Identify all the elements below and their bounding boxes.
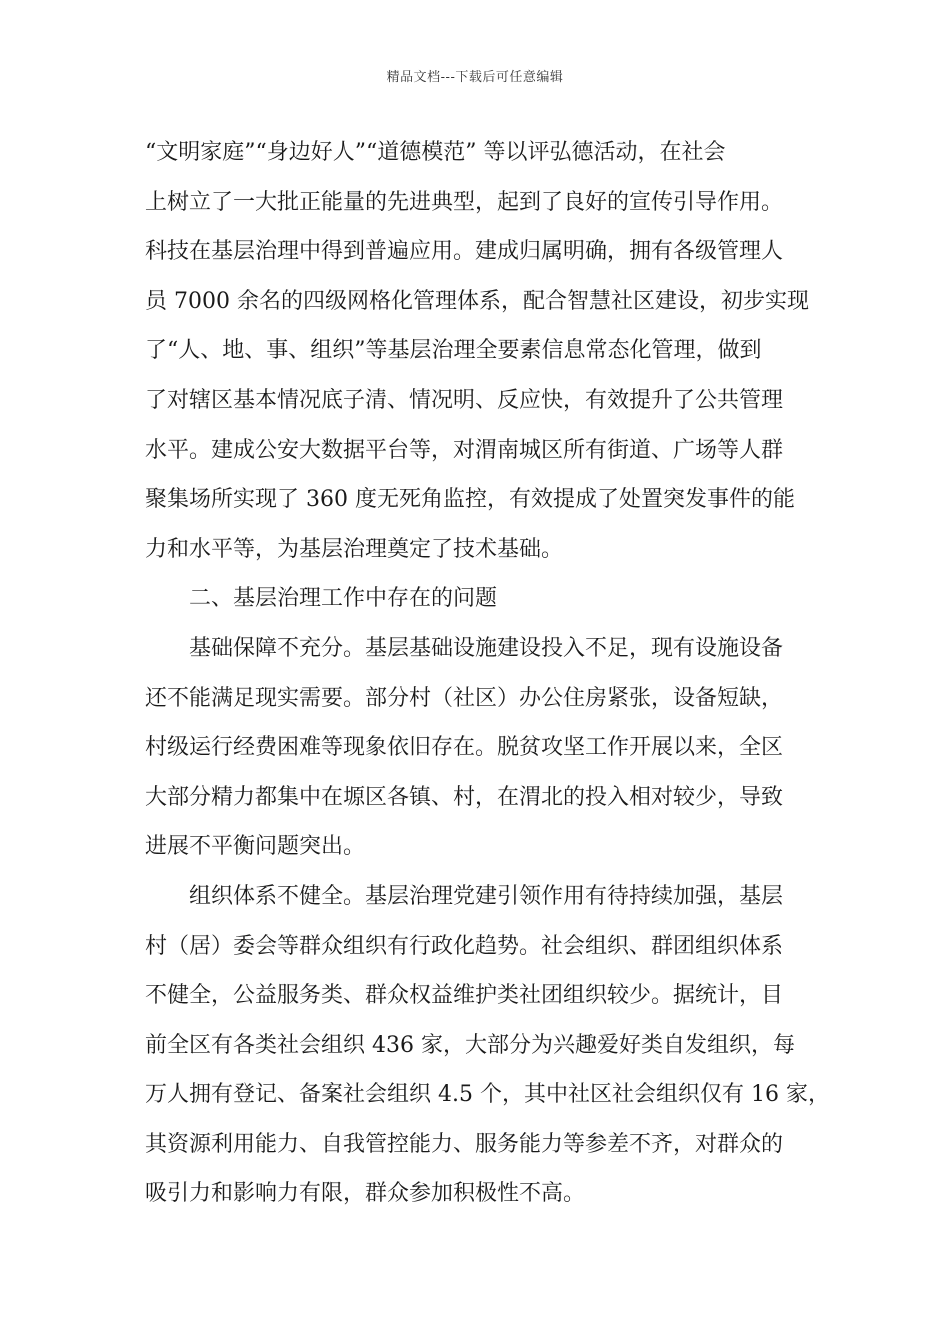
text-line: 前全区有各类社会组织 436 家，大部分为兴趣爱好类自发组织，每 — [145, 1032, 795, 1058]
text-line: 村级运行经费困难等现象依旧存在。脱贫攻坚工作开展以来，全区 — [145, 735, 784, 761]
document-body — [145, 128, 830, 1219]
text-line: 组织体系不健全。基层治理党建引领作用有待持续加强，基层 — [189, 883, 784, 909]
text-line: 大部分精力都集中在塬区各镇、村，在渭北的投入相对较少，导致 — [145, 784, 784, 810]
text-line: 聚集场所实现了 360 度无死角监控，有效提成了处置突发事件的能 — [145, 487, 795, 513]
text-line: 科技在基层治理中得到普遍应用。建成归属明确，拥有各级管理人 — [145, 239, 784, 265]
text-line: 村（居）委会等群众组织有行政化趋势。社会组织、群团组织体系 — [145, 933, 784, 959]
text-line: 了对辖区基本情况底子清、情况明、反应快，有效提升了公共管理 — [145, 387, 784, 413]
text-line: 力和水平等，为基层治理奠定了技术基础。 — [145, 536, 564, 562]
text-line: 万人拥有登记、备案社会组织 4.5 个，其中社区社会组织仅有 16 家， — [145, 1082, 830, 1108]
text-line: 基础保障不充分。基层基础设施建设投入不足，现有设施设备 — [189, 635, 784, 661]
text-line: 不健全，公益服务类、群众权益维护类社团组织较少。据统计，目 — [145, 983, 784, 1009]
text-line: 上树立了一大批正能量的先进典型，起到了良好的宣传引导作用。 — [145, 189, 784, 215]
text-line: 其资源利用能力、自我管控能力、服务能力等参差不齐，对群众的 — [145, 1131, 784, 1157]
page-header: 精品文档---下载后可任意编辑 — [386, 70, 564, 85]
text-line: 二、基层治理工作中存在的问题 — [189, 586, 498, 612]
text-line: 还不能满足现实需要。部分村（社区）办公住房紧张，设备短缺， — [145, 685, 784, 711]
text-line: 水平。建成公安大数据平台等，对渭南城区所有街道、广场等人群 — [145, 437, 784, 463]
text-line: 员 7000 余名的四级网格化管理体系，配合智慧社区建设，初步实现 — [145, 288, 809, 314]
text-line: 吸引力和影响力有限，群众参加积极性不高。 — [145, 1181, 586, 1207]
text-line: 进展不平衡问题突出。 — [145, 834, 366, 860]
text-line: 了“人、地、事、组织”等基层治理全要素信息常态化管理，做到 — [145, 338, 762, 364]
text-line: “文明家庭”“身边好人”“道德模范” 等以评弘德活动，在社会 — [145, 140, 726, 165]
